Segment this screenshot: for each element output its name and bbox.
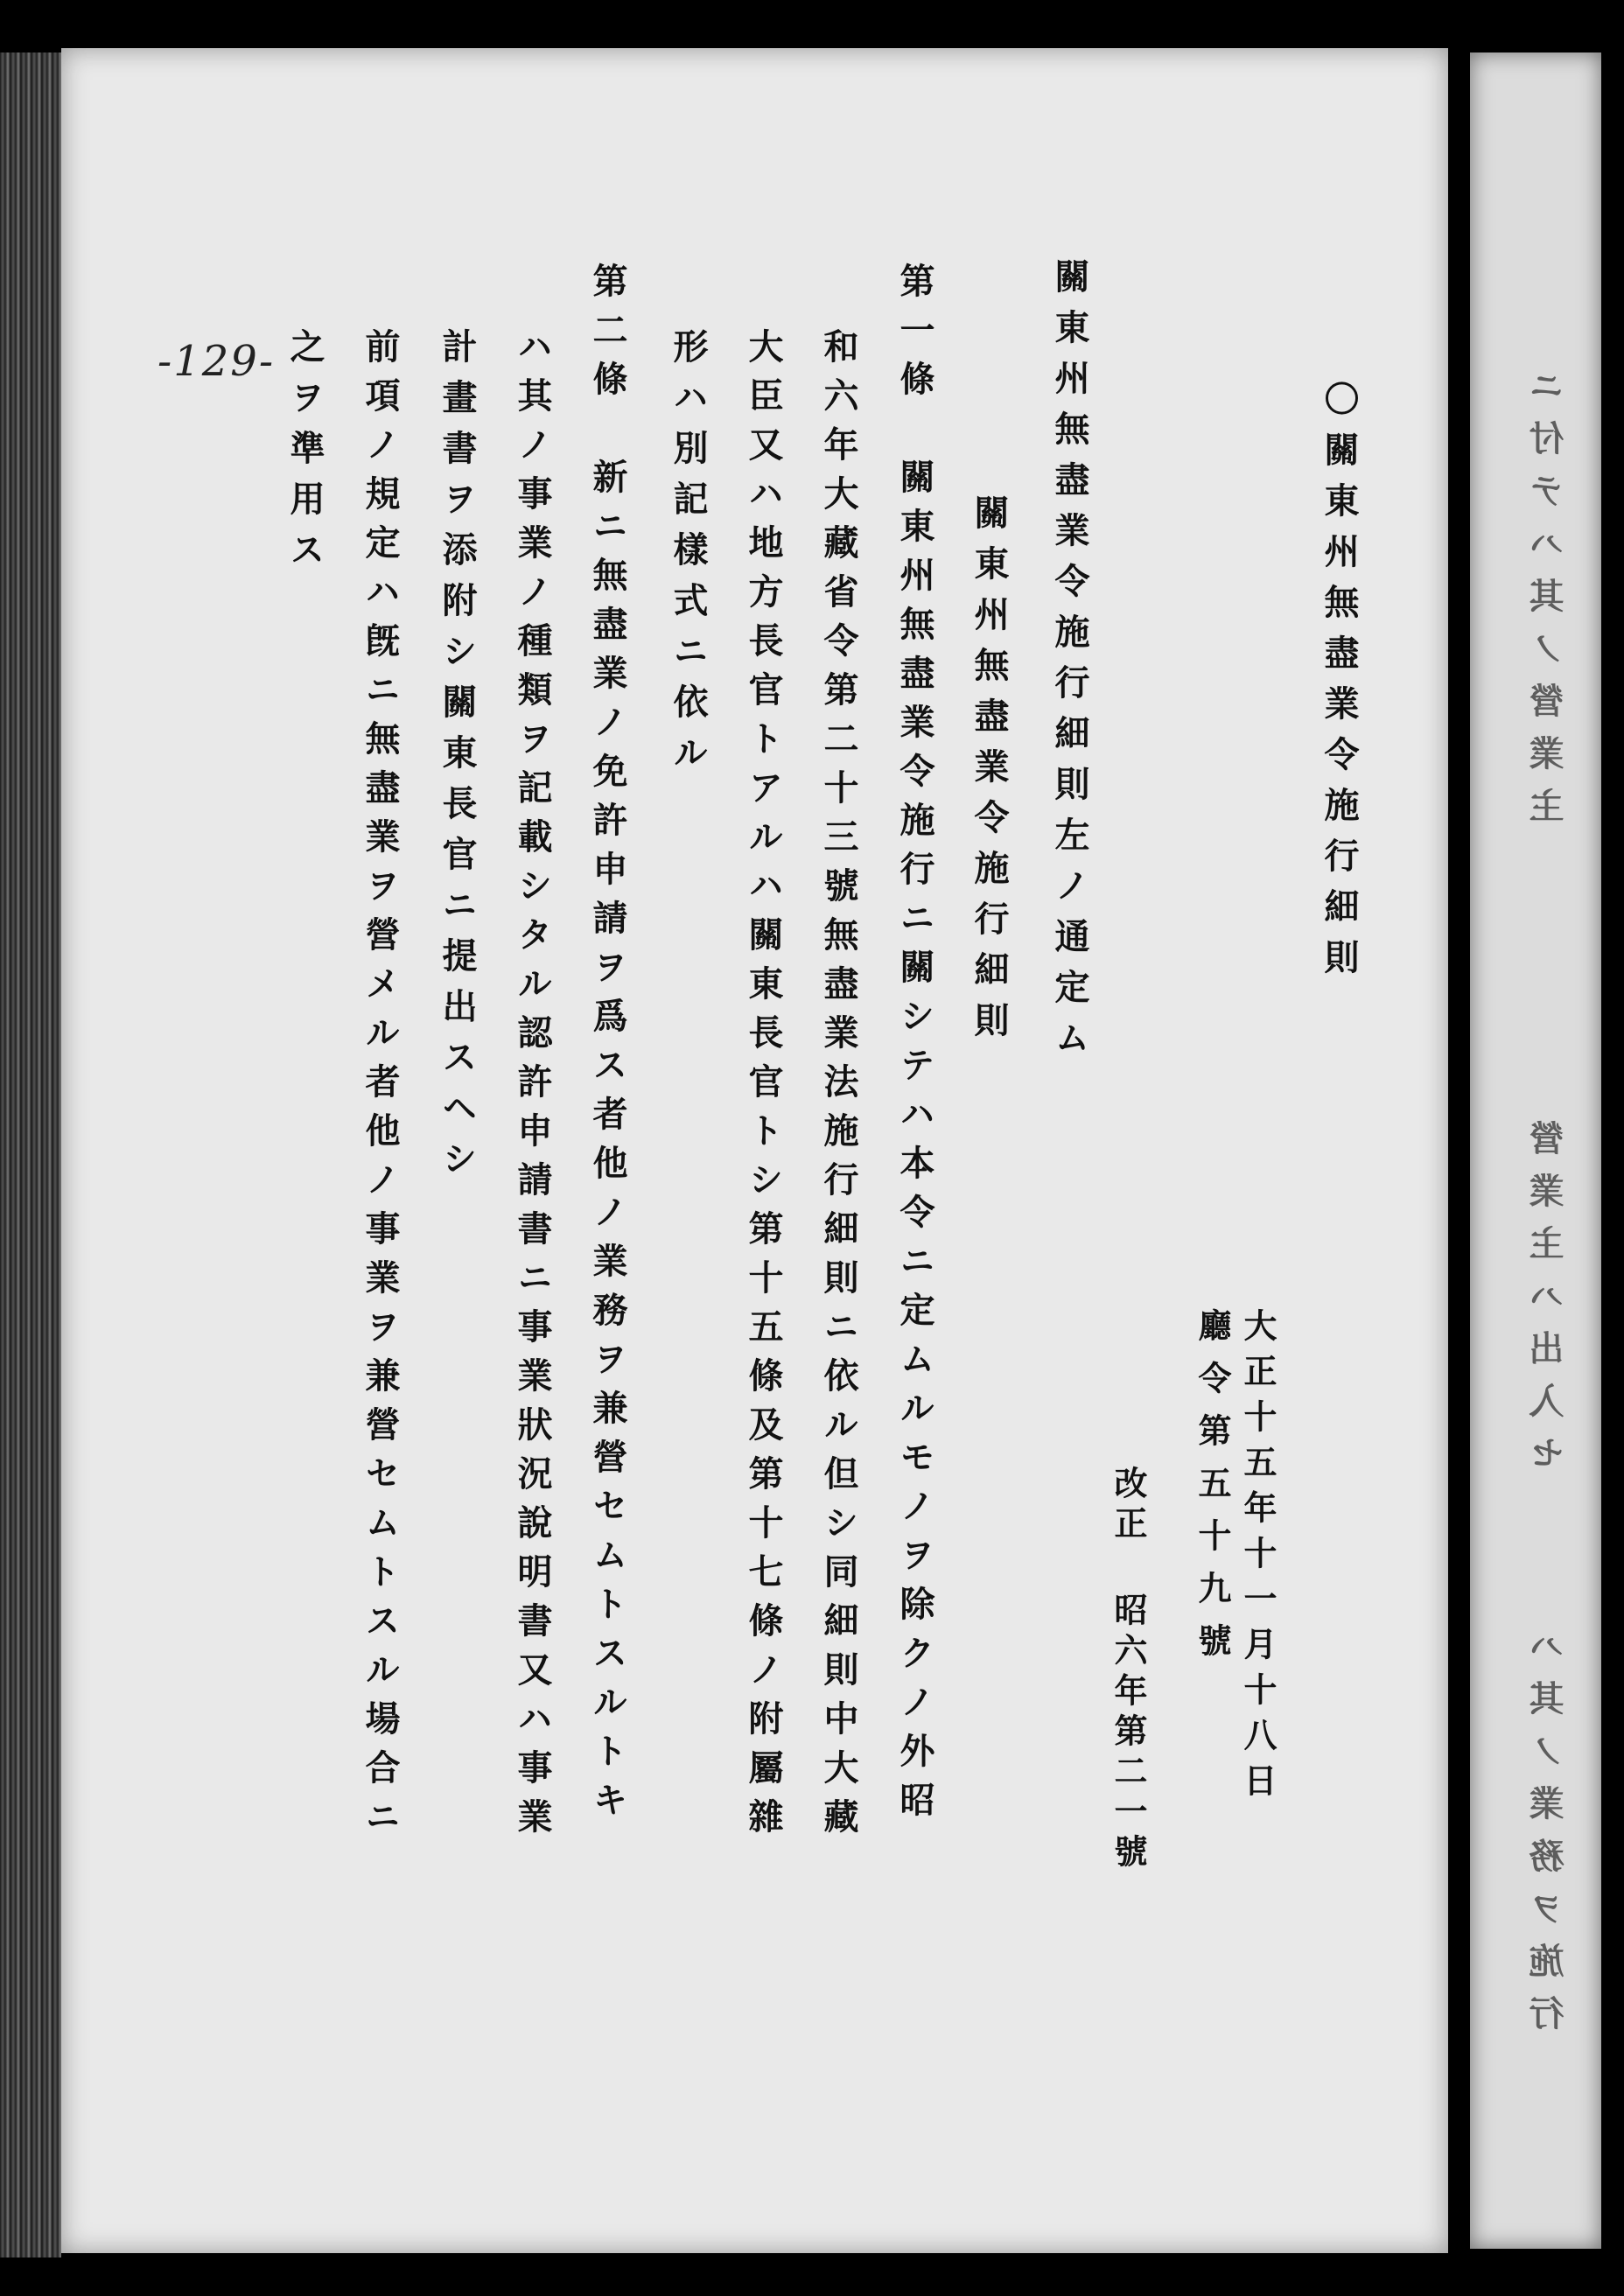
body-column-7: 第二條 新ニ無盡業ノ免許申請ヲ爲ス者他ノ業務ヲ兼營セムトスルトキ — [587, 262, 628, 1830]
document-title: 〇關東州無盡業令施行細則 — [1319, 381, 1360, 990]
bleed-column-1: ニ付テハ其ノ營業主 — [1529, 368, 1570, 840]
body-column-6: 形ハ別記樣式ニ依ル — [668, 328, 709, 785]
facing-page-bleed — [1470, 52, 1601, 2249]
body-column-8: ハ其ノ事業ノ種類ヲ記載シタル認許申請書ニ事業狀況說明書又ハ事業 — [512, 328, 553, 1847]
amendment-note: 改正 昭六年第二一號 — [1109, 1466, 1148, 1874]
body-column-2: 關東州無盡業令施行細則 — [969, 494, 1010, 1053]
document-page — [61, 48, 1448, 2253]
body-column-4: 和六年大藏省令第二十三號無盡業法施行細則ニ依ル但シ同細則中大藏 — [818, 328, 859, 1847]
body-column-3: 第一條 關東州無盡業令施行ニ關シテハ本令ニ定ムルモノヲ除クノ外昭 — [894, 262, 935, 1830]
body-column-1: 關東州無盡業令施行細則左ノ通定ム — [1049, 258, 1090, 1070]
page-number: -129- — [158, 337, 276, 386]
bleed-column-2: 營業主ハ出入セ — [1529, 1120, 1570, 1488]
binding-edge — [0, 52, 61, 2258]
body-column-10: 前項ノ規定ハ旣ニ無盡業ヲ營メル者他ノ事業ヲ兼營セムトスル場合ニ — [360, 328, 401, 1847]
body-column-9: 計畫書ヲ添附シ關東長官ニ提出スヘシ — [437, 328, 478, 1191]
body-column-11: 之ヲ準用ス — [284, 328, 326, 582]
body-column-5: 大臣又ハ地方長官トアルハ關東長官トシ第十五條及第十七條ノ附屬雜 — [743, 328, 784, 1847]
enactment-number: 廳令第五十九號 — [1193, 1308, 1232, 1676]
enactment-date: 大正十五年十一月十八日 — [1238, 1308, 1278, 1809]
bleed-column-3: ハ其ノ業務ヲ施行 — [1529, 1628, 1570, 2048]
